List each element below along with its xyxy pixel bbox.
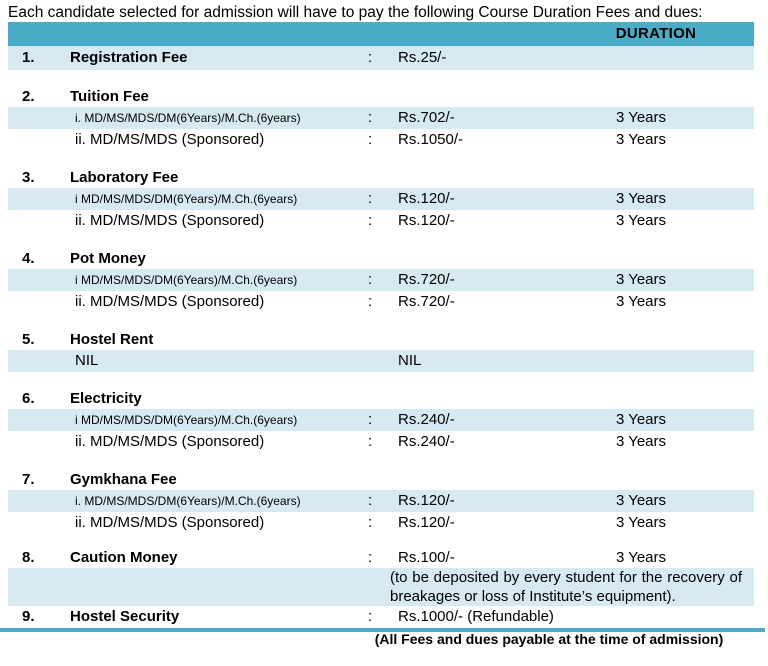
fee-section-heading [8, 547, 754, 568]
row-number: 7. [22, 471, 35, 488]
fee-amount [388, 389, 528, 409]
fee-amount: Rs.1050/- [398, 131, 464, 148]
fee-duration [528, 46, 754, 70]
fee-row [8, 512, 754, 534]
header-spacer [388, 22, 528, 46]
colon-separator: : [368, 271, 373, 288]
fee-amount [388, 87, 528, 107]
fee-duration [528, 87, 754, 107]
fee-item-label: i MD/MS/MDS/DM(6Years)/M.Ch.(6years) [75, 413, 298, 427]
fee-section [0, 46, 768, 70]
fee-section [0, 389, 768, 453]
fee-item-label: ii. MD/MS/MDS (Sponsored) [75, 433, 265, 450]
row-number [8, 129, 62, 151]
fee-amount: Rs.240/- [398, 411, 455, 428]
fee-duration [528, 470, 754, 490]
fee-item-label: i. MD/MS/MDS/DM(6Years)/M.Ch.(6years) [75, 494, 301, 508]
colon-separator: : [368, 212, 373, 229]
duration-column-header: DURATION [615, 25, 697, 42]
fee-duration: 3 Years [615, 131, 667, 148]
row-number: 4. [22, 250, 35, 267]
fee-amount [388, 330, 528, 350]
row-number [8, 188, 62, 210]
row-number [8, 291, 62, 313]
fee-duration: 3 Years [615, 433, 667, 450]
header-spacer [62, 22, 362, 46]
fee-amount: Rs.1000/- (Refundable) [398, 608, 554, 625]
colon-separator: : [368, 549, 373, 566]
fee-amount: Rs.720/- [398, 271, 455, 288]
row-number [8, 490, 62, 512]
fee-amount [388, 249, 528, 269]
fee-amount: Rs.120/- [398, 212, 455, 229]
row-number [8, 350, 62, 372]
fee-duration [528, 330, 754, 350]
row-number [8, 409, 62, 431]
fee-item-label: ii. MD/MS/MDS (Sponsored) [75, 514, 265, 531]
fee-row [8, 269, 754, 291]
fee-duration: 3 Years [615, 271, 667, 288]
fee-row [8, 107, 754, 129]
header-spacer [8, 22, 62, 46]
colon-separator: : [368, 433, 373, 450]
header-spacer [362, 22, 388, 46]
fee-section-heading [8, 87, 754, 107]
fee-duration [528, 389, 754, 409]
colon-separator [362, 87, 388, 107]
fee-amount: Rs.120/- [398, 492, 455, 509]
fee-section [0, 168, 768, 232]
fee-name: Pot Money [70, 250, 146, 267]
footer-note: (All Fees and dues payable at the time of admission) [374, 631, 724, 647]
fee-section-heading [8, 606, 754, 628]
fee-name: Registration Fee [70, 49, 188, 66]
colon-separator: : [368, 49, 373, 66]
row-number: 1. [22, 49, 35, 66]
row-number [8, 431, 62, 453]
colon-separator: : [368, 190, 373, 207]
colon-separator [362, 249, 388, 269]
fee-duration: 3 Years [615, 514, 667, 531]
colon-separator: : [368, 492, 373, 509]
fee-item-label: ii. MD/MS/MDS (Sponsored) [75, 131, 265, 148]
fee-section-heading [8, 46, 754, 70]
fee-note-row [8, 568, 754, 606]
colon-separator [362, 389, 388, 409]
fee-section [0, 547, 768, 606]
fee-name: Gymkhana Fee [70, 471, 177, 488]
fee-duration: 3 Years [615, 190, 667, 207]
fee-duration: 3 Years [615, 492, 667, 509]
fee-amount: Rs.120/- [398, 190, 455, 207]
fee-amount: Rs.100/- [398, 549, 455, 566]
table-header-band-wrap [8, 22, 754, 46]
fee-section-heading [8, 470, 754, 490]
fee-amount: Rs.720/- [398, 293, 455, 310]
row-number: 3. [22, 169, 35, 186]
fee-duration: 3 Years [615, 109, 667, 126]
fee-amount: Rs.240/- [398, 433, 455, 450]
colon-separator: : [368, 514, 373, 531]
row-number: 8. [22, 549, 35, 566]
fee-section [0, 330, 768, 372]
fee-section-heading [8, 389, 754, 409]
note-spacer [8, 568, 390, 606]
fee-section-heading [8, 249, 754, 269]
row-number [8, 107, 62, 129]
fee-note: (to be deposited by every student for the recovery of breakages or loss of Institute’s equipment). [390, 569, 742, 605]
row-number [8, 269, 62, 291]
fee-duration [528, 249, 754, 269]
fee-item-label: ii. MD/MS/MDS (Sponsored) [75, 212, 265, 229]
fee-table [0, 46, 768, 628]
colon-separator [362, 330, 388, 350]
fee-duration: 3 Years [615, 212, 667, 229]
fee-name: Laboratory Fee [70, 169, 179, 186]
fee-row [8, 350, 754, 372]
fee-row [8, 129, 754, 151]
colon-separator: : [368, 608, 373, 625]
fee-section-heading [8, 330, 754, 350]
fee-duration: 3 Years [615, 293, 667, 310]
table-header-band [8, 22, 754, 46]
fee-item-label: i MD/MS/MDS/DM(6Years)/M.Ch.(6years) [75, 192, 298, 206]
row-number: 5. [22, 331, 35, 348]
fee-duration [528, 168, 754, 188]
fee-row [8, 291, 754, 313]
fee-row [8, 431, 754, 453]
row-number: 6. [22, 390, 35, 407]
fee-section [0, 249, 768, 313]
row-number: 2. [22, 88, 35, 105]
intro-text: Each candidate selected for admission will have to pay the following Course Duration Fees and dues: [8, 4, 703, 21]
fee-item-label: ii. MD/MS/MDS (Sponsored) [75, 293, 265, 310]
fee-name: Electricity [70, 390, 142, 407]
fee-item-label: NIL [75, 352, 99, 369]
fee-name: Hostel Security [70, 608, 180, 625]
fee-name: Tuition Fee [70, 88, 149, 105]
fee-amount: Rs.25/- [398, 49, 447, 66]
row-number: 9. [22, 608, 35, 625]
fee-row [8, 490, 754, 512]
fee-amount: Rs.120/- [398, 514, 455, 531]
fee-section-heading [8, 168, 754, 188]
fee-row [8, 188, 754, 210]
fee-amount [388, 470, 528, 490]
fee-duration [528, 606, 754, 628]
fee-item-label: i. MD/MS/MDS/DM(6Years)/M.Ch.(6years) [75, 111, 301, 125]
row-number [8, 210, 62, 232]
fee-duration: 3 Years [615, 411, 667, 428]
colon-separator: : [368, 293, 373, 310]
fee-amount: Rs.702/- [398, 109, 455, 126]
colon-separator [362, 470, 388, 490]
fee-section [0, 470, 768, 534]
colon-separator [362, 168, 388, 188]
colon-separator: : [368, 109, 373, 126]
fee-duration: 3 Years [615, 549, 667, 566]
fee-section [0, 87, 768, 151]
fee-row [8, 409, 754, 431]
colon-separator: : [368, 131, 373, 148]
fee-item-label: i MD/MS/MDS/DM(6Years)/M.Ch.(6years) [75, 273, 298, 287]
fee-name: Caution Money [70, 549, 178, 566]
colon-separator: : [368, 411, 373, 428]
fee-section [0, 606, 768, 628]
colon-separator [362, 350, 388, 372]
fee-amount: NIL [398, 352, 422, 369]
fee-duration [528, 350, 754, 372]
fee-amount [388, 168, 528, 188]
row-number [8, 512, 62, 534]
fee-row [8, 210, 754, 232]
fee-name: Hostel Rent [70, 331, 154, 348]
